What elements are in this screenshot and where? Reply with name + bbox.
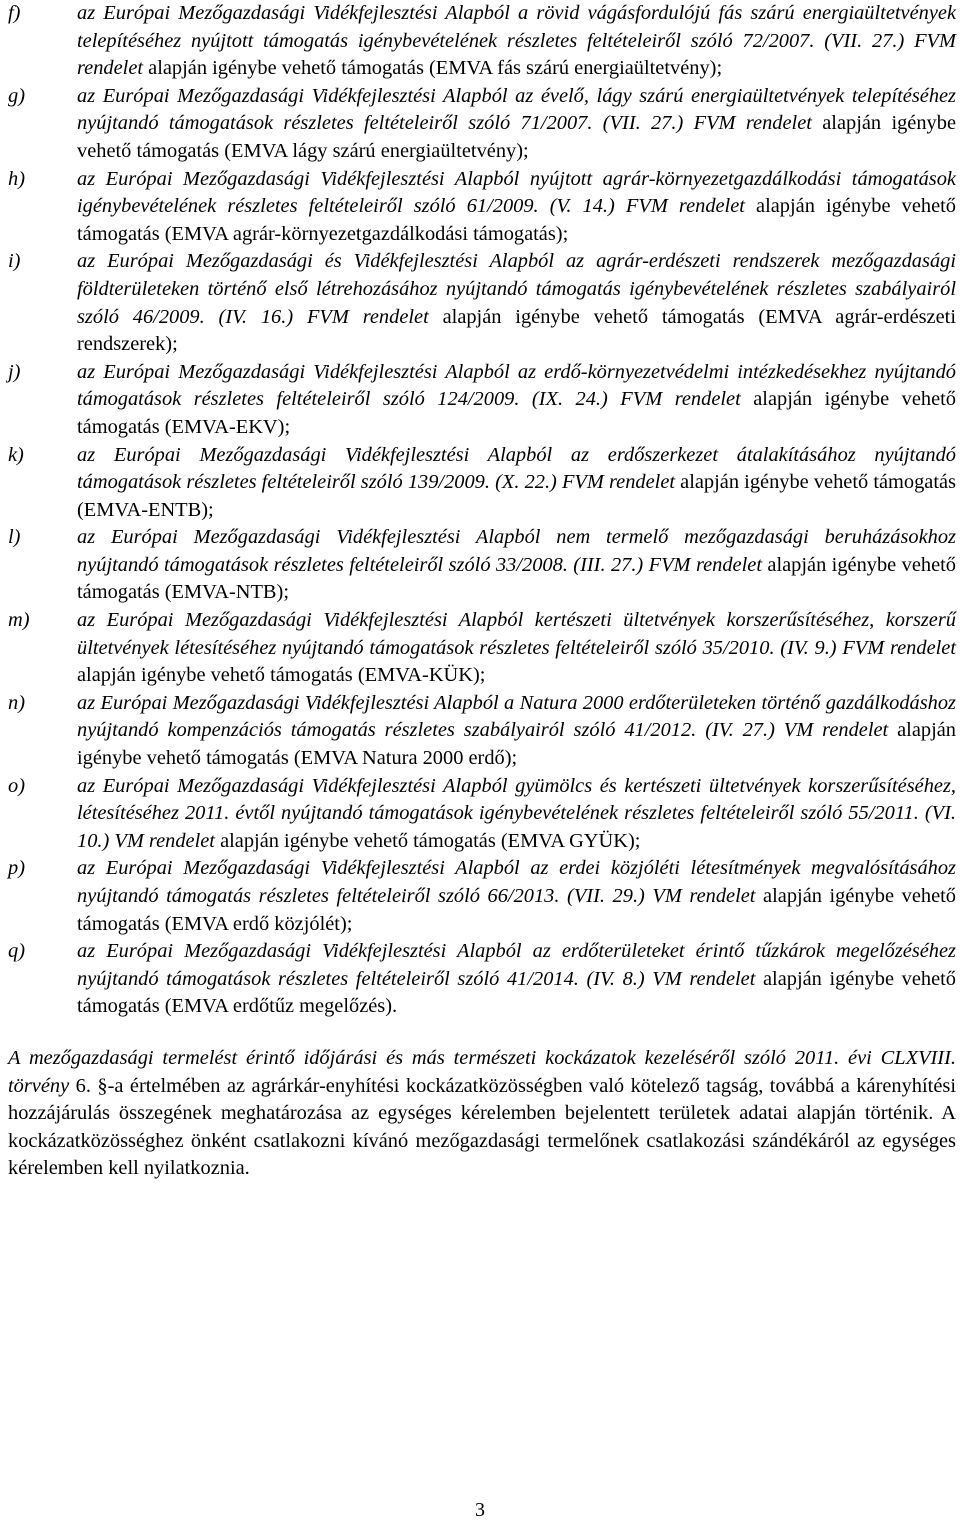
regulation-citation: az Európai Mezőgazdasági Vidékfejlesztési Alapból az erdőszerkezet átalakításához nyújtandó támogatások részletes feltételeiről szóló 139/2009. (X. 22.) FVM rendelet bbox=[77, 443, 956, 494]
regulation-citation: az Európai Mezőgazdasági Vidékfejlesztési Alapból a rövid vágásfordulójú fás szárú energiaültetvények telepítéséhez nyújtott támogatás igénybevételének részletes feltételeiről szóló 72/2007. (VII. 27.) FVM rendelet bbox=[77, 2, 956, 80]
regulation-citation: az Európai Mezőgazdasági Vidékfejlesztési Alapból az évelő, lágy szárú energiaültetvények telepítéséhez nyújtandó támogatások részletes feltételeiről szóló 71/2007. (VII. 27.) FVM rendelet bbox=[77, 84, 956, 135]
support-description: alapján igénybe vehető támogatás (EMVA GYÜK); bbox=[214, 829, 641, 852]
list-item-marker: g) bbox=[8, 84, 25, 107]
list-item-text bbox=[77, 248, 956, 358]
list-item bbox=[8, 690, 956, 773]
regulation-citation: az Európai Mezőgazdasági Vidékfejlesztési Alapból az erdei közjóléti létesítmények megvalósításához nyújtandó támogatás részletes feltételeiről szóló 66/2013. (VII. 29.) VM rendelet bbox=[77, 857, 956, 907]
list-item bbox=[8, 0, 956, 83]
support-description: alapján igénybe vehető támogatás (EMVA-EKV); bbox=[77, 388, 956, 438]
support-description: alapján igénybe vehető támogatás (EMVA-NTB); bbox=[77, 553, 956, 604]
regulation-citation: az Európai Mezőgazdasági és Vidékfejlesztési Alapból az agrár-erdészeti rendszerek mezőgazdasági földterületeken történő első létrehozásához nyújtandó támogatás igénybevételének részletes szabályairól szóló 46/2009. (IV. 16.) FVM rendelet bbox=[77, 250, 956, 328]
list-item-marker: m) bbox=[8, 609, 30, 632]
support-description: alapján igénybe vehető támogatás (EMVA agrár-erdészeti rendszerek); bbox=[77, 305, 956, 356]
list-item-marker: q) bbox=[8, 940, 25, 963]
list-item-text bbox=[77, 83, 956, 166]
support-description: alapján igénybe vehető támogatás (EMVA agrár-környezetgazdálkodási támogatás); bbox=[77, 195, 956, 245]
list-item-marker: h) bbox=[8, 167, 25, 190]
regulation-citation: az Európai Mezőgazdasági Vidékfejlesztési Alapból gyümölcs és kertészeti ültetvények korszerűsítéséhez, létesítéséhez 2011. évtől nyújtandó támogatások igénybevételének részletes feltételeiről szóló 55/2011. (VI. 10.) VM rendelet bbox=[77, 774, 956, 852]
closing-paragraph bbox=[8, 1045, 956, 1183]
list-item-text bbox=[77, 442, 956, 525]
list-item-text bbox=[77, 0, 956, 83]
law-citation: A mezőgazdasági termelést érintő időjárási és más természeti kockázatok kezeléséről szóló 2011. évi CLXVIII. törvény bbox=[8, 1046, 956, 1097]
list-item-marker: l) bbox=[8, 526, 21, 549]
regulation-citation: az Európai Mezőgazdasági Vidékfejlesztési Alapból kertészeti ültetvények korszerűsítéséhez, korszerű ültetvények létesítéséhez nyújtandó támogatások részletes feltételeiről szóló 35/2010. (IV. 9.) FVM rendelet bbox=[77, 609, 956, 659]
list-item bbox=[8, 855, 956, 938]
support-description: alapján igénybe vehető támogatás (EMVA-KÜK); bbox=[77, 664, 486, 687]
list-item-text bbox=[77, 166, 956, 249]
list-item-marker: f) bbox=[8, 2, 21, 24]
list-item bbox=[8, 773, 956, 856]
support-description: alapján igénybe vehető támogatás (EMVA-ENTB); bbox=[77, 471, 956, 521]
list-item-marker: j) bbox=[8, 360, 21, 383]
list-item-text bbox=[77, 607, 956, 690]
regulation-citation: az Európai Mezőgazdasági Vidékfejlesztési Alapból az erdő-környezetvédelmi intézkedésekhez nyújtandó támogatások részletes feltételeiről szóló 124/2009. (IX. 24.) FVM rendelet bbox=[77, 360, 956, 411]
support-description: alapján igénybe vehető támogatás (EMVA Natura 2000 erdő); bbox=[77, 719, 956, 770]
list-item-marker: i) bbox=[8, 250, 21, 273]
list-item-marker: o) bbox=[8, 774, 25, 797]
list-item bbox=[8, 83, 956, 166]
regulation-citation: az Európai Mezőgazdasági Vidékfejlesztési Alapból nyújtott agrár-környezetgazdálkodási támogatások igénybevételének részletes feltételeiről szóló 61/2009. (V. 14.) FVM rendelet bbox=[77, 167, 956, 218]
list-item-text bbox=[77, 938, 956, 1021]
page-number: 3 bbox=[475, 1499, 485, 1521]
list-item-text bbox=[77, 524, 956, 607]
support-description: alapján igénybe vehető támogatás (EMVA erdőtűz megelőzés). bbox=[77, 967, 956, 1018]
list-item-marker: n) bbox=[8, 691, 25, 714]
regulation-list bbox=[8, 0, 956, 1021]
list-item-text bbox=[77, 359, 956, 442]
list-item bbox=[8, 607, 956, 690]
closing-text: 6. §-a értelmében az agrárkár-enyhítési kockázatközösségben való kötelező tagság, továbbá a kárenyhítési hozzájárulás összegének meghatározása az egységes kérelemben bejelentett területek adatai alapján történik. A kockázatközösséghez önként csatlakozni kívánó mezőgazdasági termelőnek csatlakozási szándékáról az egységes kérelemben kell nyilatkoznia. bbox=[8, 1074, 956, 1180]
list-item bbox=[8, 359, 956, 442]
support-description: alapján igénybe vehető támogatás (EMVA lágy szárú energiaültetvény); bbox=[77, 112, 956, 162]
list-item-text bbox=[77, 773, 956, 856]
list-item-text bbox=[77, 690, 956, 773]
list-item bbox=[8, 442, 956, 525]
list-item bbox=[8, 524, 956, 607]
list-item-marker: p) bbox=[8, 857, 25, 880]
list-item-marker: k) bbox=[8, 443, 24, 466]
regulation-citation: az Európai Mezőgazdasági Vidékfejlesztési Alapból az erdőterületeket érintő tűzkárok megelőzéséhez nyújtandó támogatások részletes feltételeiről szóló 41/2014. (IV. 8.) VM rendelet bbox=[77, 940, 956, 990]
list-item-text bbox=[77, 855, 956, 938]
list-item bbox=[8, 938, 956, 1021]
support-description: alapján igénybe vehető támogatás (EMVA erdő közjólét); bbox=[77, 885, 956, 935]
regulation-citation: az Európai Mezőgazdasági Vidékfejlesztési Alapból a Natura 2000 erdőterületeken történő gazdálkodáshoz nyújtandó kompenzációs támogatás részletes szabályairól szóló 41/2012. (IV. 27.) VM rendelet bbox=[77, 691, 956, 742]
document-page bbox=[8, 0, 956, 1203]
list-item bbox=[8, 248, 956, 358]
regulation-citation: az Európai Mezőgazdasági Vidékfejlesztési Alapból nem termelő mezőgazdasági beruházásokhoz nyújtandó támogatások részletes feltételeiről szóló 33/2008. (III. 27.) FVM rendelet bbox=[77, 526, 956, 576]
list-item bbox=[8, 166, 956, 249]
support-description: alapján igénybe vehető támogatás (EMVA fás szárú energiaültetvény); bbox=[143, 57, 723, 80]
